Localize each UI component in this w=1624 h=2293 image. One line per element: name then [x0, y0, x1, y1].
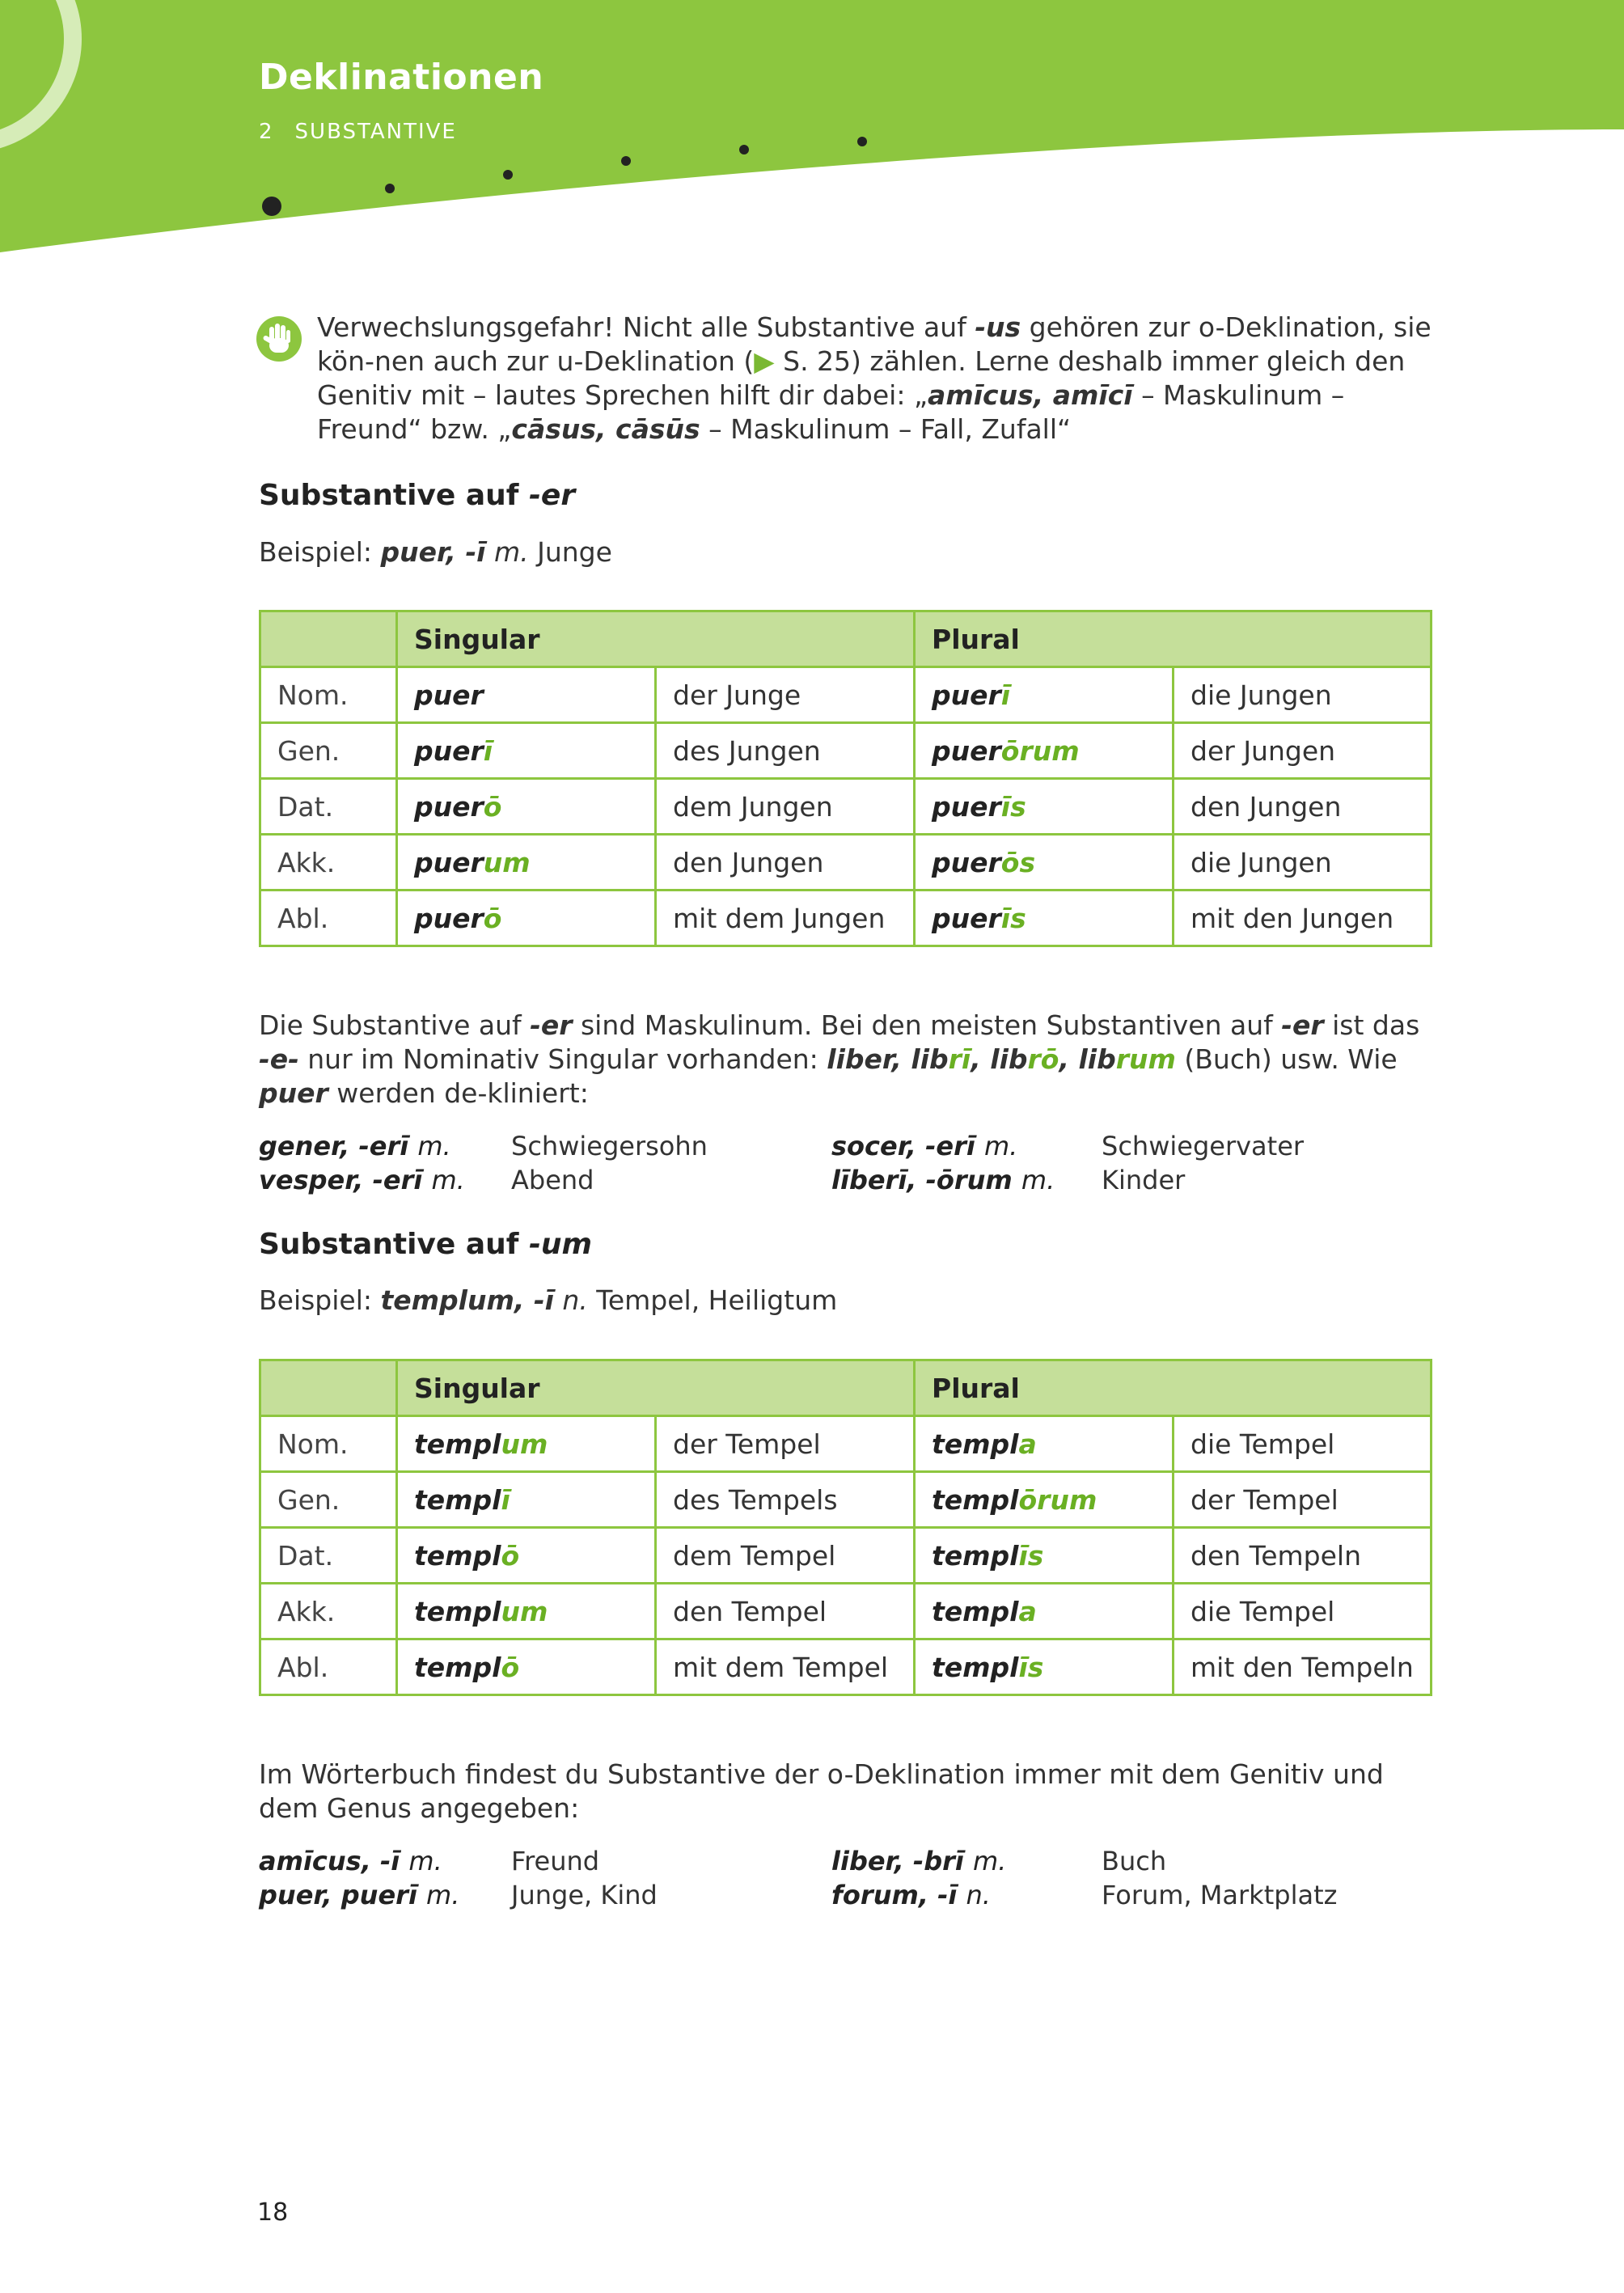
table-row: [260, 779, 1432, 835]
case-label: Nom.: [260, 667, 397, 723]
case-label: Dat.: [260, 1528, 397, 1584]
plural-german: der Tempel: [1174, 1472, 1432, 1528]
example-um: Beispiel: templum, -ī n. Tempel, Heiligtum: [259, 1284, 838, 1316]
plural-german: den Jungen: [1174, 779, 1432, 835]
table-row: [260, 835, 1432, 891]
example-er: Beispiel: puer, -ī m. Junge: [259, 536, 612, 568]
decorative-dot: [621, 156, 631, 166]
plural-latin: puerōs: [915, 835, 1174, 891]
vocab-row: vesper, -erī m. Abend līberī, -ōrum m. Kinder: [259, 1165, 1186, 1195]
latin-word: amīcus, amīcī: [928, 379, 1133, 411]
singular-latin: templō: [397, 1639, 656, 1695]
latin-word: cāsus, cāsūs: [511, 413, 700, 445]
plural-german: mit den Jungen: [1174, 891, 1432, 946]
declension-table-er: [259, 610, 1432, 947]
singular-german: den Jungen: [656, 835, 915, 891]
case-label: Akk.: [260, 1584, 397, 1639]
singular-latin: templum: [397, 1416, 656, 1472]
plural-latin: templa: [915, 1416, 1174, 1472]
page-title: Deklinationen: [259, 57, 544, 98]
vocab-row: gener, -erī m. Schwiegersohn socer, -erī m. Schwiegervater: [259, 1131, 1305, 1161]
header-plural: Plural: [915, 611, 1432, 667]
table-row: [260, 723, 1432, 779]
singular-german: mit dem Jungen: [656, 891, 915, 946]
plural-german: den Tempeln: [1174, 1528, 1432, 1584]
plural-latin: puerōrum: [915, 723, 1174, 779]
vocab-list-er: [259, 1129, 1432, 1197]
declension-table-um: [259, 1359, 1432, 1696]
latin-word: -us: [975, 311, 1021, 343]
plural-german: die Jungen: [1174, 835, 1432, 891]
singular-german: dem Jungen: [656, 779, 915, 835]
singular-german: der Tempel: [656, 1416, 915, 1472]
play-arrow-icon: ▶: [754, 345, 775, 377]
tip-box: [256, 311, 1436, 446]
table-row: [260, 891, 1432, 946]
case-label: Abl.: [260, 891, 397, 946]
plural-latin: puerīs: [915, 779, 1174, 835]
header-singular: Singular: [397, 1360, 915, 1416]
singular-latin: templī: [397, 1472, 656, 1528]
table-header-row: [260, 1360, 1432, 1416]
chapter-number: 2: [259, 120, 274, 144]
singular-german: des Jungen: [656, 723, 915, 779]
case-label: Nom.: [260, 1416, 397, 1472]
header-cell-empty: [260, 1360, 397, 1416]
decorative-dot: [739, 145, 749, 154]
plural-german: die Tempel: [1174, 1416, 1432, 1472]
case-label: Gen.: [260, 1472, 397, 1528]
singular-latin: puerō: [397, 891, 656, 946]
singular-german: der Junge: [656, 667, 915, 723]
plural-latin: templīs: [915, 1639, 1174, 1695]
vocab-row: amīcus, -ī m. Freund liber, -brī m. Buch: [259, 1846, 1167, 1876]
singular-latin: puerum: [397, 835, 656, 891]
singular-german: dem Tempel: [656, 1528, 915, 1584]
tip-text: Verwechslungsgefahr! Nicht alle Substantive auf -us gehören zur o-Deklination, sie kön-nen auch zur u-Deklination (▶ S. 25) zählen. Lerne deshalb immer gleich den Genitiv mit – lautes Sprechen hilft dir dabei: „amīcus, amīcī – Maskulinum – Freund“ bzw. „cāsus, cāsūs – Maskulinum – Fall, Zufall“: [317, 311, 1432, 445]
decorative-dot: [385, 184, 395, 193]
table-row: [260, 1639, 1432, 1695]
case-label: Dat.: [260, 779, 397, 835]
singular-latin: puer: [397, 667, 656, 723]
header-banner: [0, 0, 1624, 267]
decorative-dot: [503, 170, 513, 180]
header-singular: Singular: [397, 611, 915, 667]
table-row: [260, 1528, 1432, 1584]
table-row: [260, 1472, 1432, 1528]
singular-latin: puerō: [397, 779, 656, 835]
table-row: [260, 667, 1432, 723]
section-title-er: Substantive auf -er: [259, 479, 576, 512]
table-header-row: [260, 611, 1432, 667]
plural-german: die Tempel: [1174, 1584, 1432, 1639]
singular-german: mit dem Tempel: [656, 1639, 915, 1695]
chapter-label: [259, 120, 457, 144]
header-plural: Plural: [915, 1360, 1432, 1416]
chapter-title: SUBSTANTIVE: [294, 120, 457, 144]
note-um: Im Wörterbuch findest du Substantive der o-Deklination immer mit dem Genitiv und dem Genus angegeben:: [259, 1758, 1384, 1824]
header-cell-empty: [260, 611, 397, 667]
section-title-um: Substantive auf -um: [259, 1228, 593, 1261]
vocab-list-um: [259, 1844, 1432, 1912]
singular-latin: templum: [397, 1584, 656, 1639]
plural-latin: puerī: [915, 667, 1174, 723]
case-label: Abl.: [260, 1639, 397, 1695]
note-er: Die Substantive auf -er sind Maskulinum. Bei den meisten Substantiven auf -er ist das -e- nur im Nominativ Singular vorhanden: liber, librī, librō, librum (Buch) usw. Wie puer werden de-kliniert:: [259, 1009, 1420, 1109]
decorative-dot: [857, 137, 867, 146]
plural-german: der Jungen: [1174, 723, 1432, 779]
table-row: [260, 1416, 1432, 1472]
singular-latin: templō: [397, 1528, 656, 1584]
plural-german: mit den Tempeln: [1174, 1639, 1432, 1695]
table-row: [260, 1584, 1432, 1639]
singular-latin: puerī: [397, 723, 656, 779]
plural-latin: puerīs: [915, 891, 1174, 946]
case-label: Akk.: [260, 835, 397, 891]
plural-latin: templa: [915, 1584, 1174, 1639]
page-number: 18: [257, 2198, 289, 2227]
vocab-row: puer, puerī m. Junge, Kind forum, -ī n. Forum, Marktplatz: [259, 1880, 1338, 1910]
singular-german: den Tempel: [656, 1584, 915, 1639]
case-label: Gen.: [260, 723, 397, 779]
singular-german: des Tempels: [656, 1472, 915, 1528]
plural-latin: templōrum: [915, 1472, 1174, 1528]
plural-german: die Jungen: [1174, 667, 1432, 723]
decorative-dot: [262, 197, 281, 216]
hand-icon: [256, 315, 302, 362]
plural-latin: templīs: [915, 1528, 1174, 1584]
